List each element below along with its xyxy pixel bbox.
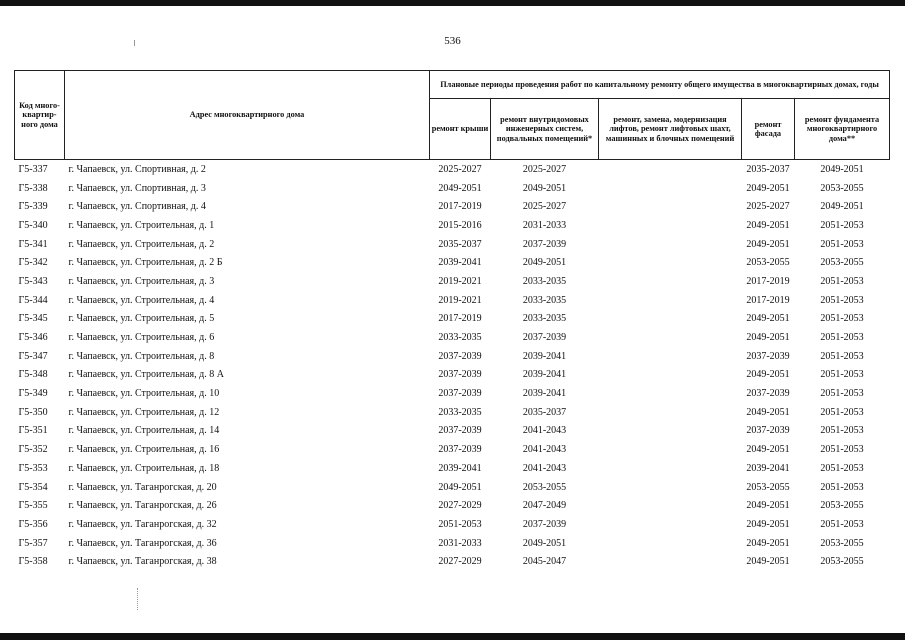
row-code: Г5-350 [18, 406, 48, 418]
row-elevators [599, 552, 742, 571]
row-roof: 2027-2029 [438, 556, 482, 568]
row-engineering: 2031-2033 [522, 219, 567, 231]
row-roof: 2037-2039 [438, 444, 482, 456]
row-foundation: 2053-2055 [820, 537, 864, 549]
row-address: г. Чапаевск, ул. Строительная, д. 18 [68, 462, 220, 474]
row-engineering: 2039-2041 [522, 388, 567, 400]
row-foundation: 2051-2053 [820, 388, 864, 400]
row-facade: 2025-2027 [746, 201, 790, 213]
row-code: Г5-354 [18, 481, 48, 493]
header-engineering: ремонт внутридомовых инженерных систем, подвальных помещений* [491, 99, 599, 160]
row-foundation: 2051-2053 [820, 462, 864, 474]
header-elevators: ремонт, замена, модернизация лифтов, ремонт лифтовых шахт, машинных и блочных помещений [599, 99, 742, 160]
row-engineering: 2033-2035 [522, 275, 567, 287]
row-address: г. Чапаевск, ул. Таганрогская, д. 38 [68, 556, 217, 568]
header-roof: ремонт крыши [430, 99, 491, 160]
row-facade: 2049-2051 [746, 219, 790, 231]
table-row [15, 197, 890, 216]
row-facade: 2049-2051 [746, 369, 790, 381]
row-engineering: 2035-2037 [522, 406, 567, 418]
row-code: Г5-348 [18, 369, 48, 381]
row-code: Г5-357 [18, 537, 48, 549]
row-code: Г5-349 [18, 388, 48, 400]
bottom-border [0, 633, 905, 640]
row-roof: 2019-2021 [438, 294, 482, 306]
row-address: г. Чапаевск, ул. Строительная, д. 6 [68, 332, 215, 344]
row-engineering: 2041-2043 [522, 462, 567, 474]
row-foundation: 2049-2051 [820, 201, 864, 213]
row-code: Г5-352 [18, 444, 48, 456]
row-engineering: 2025-2027 [522, 201, 567, 213]
table-row [15, 310, 890, 329]
row-roof: 2025-2027 [438, 163, 482, 175]
row-foundation: 2053-2055 [820, 257, 864, 269]
row-foundation: 2051-2053 [820, 238, 864, 250]
row-foundation: 2051-2053 [820, 294, 864, 306]
row-address: г. Чапаевск, ул. Строительная, д. 14 [68, 425, 220, 437]
row-facade: 2049-2051 [746, 238, 790, 250]
row-elevators [599, 291, 742, 310]
row-code: Г5-355 [18, 500, 48, 512]
row-elevators [599, 216, 742, 235]
row-facade: 2049-2051 [746, 332, 790, 344]
row-roof: 2037-2039 [438, 350, 482, 362]
row-address: г. Чапаевск, ул. Строительная, д. 12 [68, 406, 220, 418]
row-foundation: 2049-2051 [820, 163, 864, 175]
row-elevators [599, 197, 742, 216]
table-row [15, 347, 890, 366]
row-engineering: 2037-2039 [522, 238, 567, 250]
row-facade: 2053-2055 [746, 257, 790, 269]
table-row [15, 496, 890, 515]
table-row [15, 440, 890, 459]
row-facade: 2049-2051 [746, 518, 790, 530]
row-roof: 2027-2029 [438, 500, 482, 512]
row-elevators [599, 534, 742, 553]
row-engineering: 2049-2051 [522, 182, 567, 194]
row-address: г. Чапаевск, ул. Таганрогская, д. 20 [68, 481, 217, 493]
row-elevators [599, 496, 742, 515]
row-code: Г5-339 [18, 201, 48, 213]
row-address: г. Чапаевск, ул. Таганрогская, д. 32 [68, 518, 217, 530]
row-address: г. Чапаевск, ул. Строительная, д. 5 [68, 313, 215, 325]
capital-repair-table [14, 70, 890, 571]
table-row [15, 291, 890, 310]
row-address: г. Чапаевск, ул. Таганрогская, д. 26 [68, 500, 217, 512]
table-row [15, 253, 890, 272]
row-engineering: 2041-2043 [522, 444, 567, 456]
header-periods: Плановые периоды проведения работ по капитальному ремонту общего имущества в многоквартирных домах, годы [430, 71, 890, 99]
table-row [15, 534, 890, 553]
row-roof: 2033-2035 [438, 332, 482, 344]
row-roof: 2039-2041 [438, 257, 482, 269]
header-facade: ремонт фасада [742, 99, 795, 160]
row-address: г. Чапаевск, ул. Спортивная, д. 2 [68, 163, 206, 175]
row-engineering: 2047-2049 [522, 500, 567, 512]
row-engineering: 2049-2051 [522, 537, 567, 549]
row-foundation: 2051-2053 [820, 425, 864, 437]
row-address: г. Чапаевск, ул. Строительная, д. 8 [68, 350, 215, 362]
scan-speck [137, 588, 139, 610]
row-elevators [599, 403, 742, 422]
row-elevators [599, 253, 742, 272]
row-code: Г5-347 [18, 350, 48, 362]
row-elevators [599, 366, 742, 385]
row-code: Г5-356 [18, 518, 48, 530]
row-facade: 2049-2051 [746, 406, 790, 418]
row-roof: 2035-2037 [438, 238, 482, 250]
row-code: Г5-341 [18, 238, 48, 250]
row-roof: 2049-2051 [438, 182, 482, 194]
table-body [15, 160, 890, 572]
row-address: г. Чапаевск, ул. Строительная, д. 10 [68, 388, 220, 400]
table-row [15, 552, 890, 571]
row-elevators [599, 347, 742, 366]
row-elevators [599, 272, 742, 291]
table-row [15, 459, 890, 478]
row-code: Г5-351 [18, 425, 48, 437]
header-address: Адрес многоквартирного дома [65, 71, 430, 160]
scan-speck [134, 40, 135, 46]
row-engineering: 2033-2035 [522, 294, 567, 306]
row-foundation: 2053-2055 [820, 182, 864, 194]
table-row [15, 478, 890, 497]
row-roof: 2019-2021 [438, 275, 482, 287]
row-foundation: 2051-2053 [820, 275, 864, 287]
top-border [0, 0, 905, 6]
header-code: Код много-квартир-ного дома [15, 71, 65, 160]
row-engineering: 2045-2047 [522, 556, 567, 568]
row-roof: 2037-2039 [438, 425, 482, 437]
table-row [15, 422, 890, 441]
row-roof: 2037-2039 [438, 369, 482, 381]
row-foundation: 2053-2055 [820, 500, 864, 512]
row-engineering: 2049-2051 [522, 257, 567, 269]
row-address: г. Чапаевск, ул. Спортивная, д. 4 [68, 201, 206, 213]
row-address: г. Чапаевск, ул. Строительная, д. 3 [68, 275, 215, 287]
table-row [15, 366, 890, 385]
row-code: Г5-358 [18, 556, 48, 568]
row-foundation: 2051-2053 [820, 518, 864, 530]
row-elevators [599, 478, 742, 497]
row-code: Г5-343 [18, 275, 48, 287]
row-elevators [599, 235, 742, 254]
table-row [15, 328, 890, 347]
row-foundation: 2051-2053 [820, 406, 864, 418]
row-elevators [599, 310, 742, 329]
row-engineering: 2037-2039 [522, 332, 567, 344]
row-facade: 2049-2051 [746, 537, 790, 549]
row-roof: 2017-2019 [438, 313, 482, 325]
row-foundation: 2053-2055 [820, 556, 864, 568]
row-roof: 2049-2051 [438, 481, 482, 493]
row-engineering: 2041-2043 [522, 425, 567, 437]
row-elevators [599, 459, 742, 478]
header-foundation: ремонт фундамента многоквартирного дома** [795, 99, 890, 160]
row-roof: 2037-2039 [438, 388, 482, 400]
row-foundation: 2051-2053 [820, 481, 864, 493]
row-address: г. Чапаевск, ул. Строительная, д. 2 Б [68, 257, 223, 269]
row-roof: 2031-2033 [438, 537, 482, 549]
row-foundation: 2051-2053 [820, 444, 864, 456]
row-roof: 2017-2019 [438, 201, 482, 213]
row-code: Г5-342 [18, 257, 48, 269]
row-facade: 2037-2039 [746, 425, 790, 437]
row-facade: 2017-2019 [746, 275, 790, 287]
row-foundation: 2051-2053 [820, 350, 864, 362]
row-elevators [599, 422, 742, 441]
row-address: г. Чапаевск, ул. Строительная, д. 1 [68, 219, 215, 231]
table-row [15, 179, 890, 198]
row-facade: 2049-2051 [746, 313, 790, 325]
row-elevators [599, 515, 742, 534]
row-elevators [599, 440, 742, 459]
table-row [15, 384, 890, 403]
row-address: г. Чапаевск, ул. Строительная, д. 4 [68, 294, 215, 306]
table-row [15, 160, 890, 179]
row-facade: 2049-2051 [746, 556, 790, 568]
row-code: Г5-340 [18, 219, 48, 231]
row-roof: 2033-2035 [438, 406, 482, 418]
page-number: 536 [444, 35, 461, 47]
row-facade: 2039-2041 [746, 462, 790, 474]
table-row [15, 235, 890, 254]
row-foundation: 2051-2053 [820, 219, 864, 231]
row-address: г. Чапаевск, ул. Строительная, д. 16 [68, 444, 220, 456]
row-foundation: 2051-2053 [820, 369, 864, 381]
row-engineering: 2025-2027 [522, 163, 567, 175]
row-facade: 2053-2055 [746, 481, 790, 493]
row-address: г. Чапаевск, ул. Строительная, д. 8 А [68, 369, 224, 381]
row-facade: 2035-2037 [746, 163, 790, 175]
table-row [15, 515, 890, 534]
row-code: Г5-344 [18, 294, 48, 306]
row-elevators [599, 179, 742, 198]
row-facade: 2037-2039 [746, 350, 790, 362]
table-row [15, 403, 890, 422]
row-address: г. Чапаевск, ул. Таганрогская, д. 36 [68, 537, 217, 549]
row-address: г. Чапаевск, ул. Строительная, д. 2 [68, 238, 215, 250]
row-elevators [599, 160, 742, 179]
row-roof: 2015-2016 [438, 219, 482, 231]
row-engineering: 2033-2035 [522, 313, 567, 325]
table-row [15, 216, 890, 235]
row-code: Г5-345 [18, 313, 48, 325]
row-code: Г5-353 [18, 462, 48, 474]
table-row [15, 272, 890, 291]
row-engineering: 2037-2039 [522, 518, 567, 530]
row-roof: 2051-2053 [438, 518, 482, 530]
row-facade: 2049-2051 [746, 444, 790, 456]
row-engineering: 2053-2055 [522, 481, 567, 493]
row-elevators [599, 384, 742, 403]
row-facade: 2017-2019 [746, 294, 790, 306]
row-facade: 2037-2039 [746, 388, 790, 400]
row-code: Г5-346 [18, 332, 48, 344]
row-facade: 2049-2051 [746, 500, 790, 512]
row-facade: 2049-2051 [746, 182, 790, 194]
row-address: г. Чапаевск, ул. Спортивная, д. 3 [68, 182, 206, 194]
row-roof: 2039-2041 [438, 462, 482, 474]
row-engineering: 2039-2041 [522, 350, 567, 362]
row-foundation: 2051-2053 [820, 313, 864, 325]
row-code: Г5-337 [18, 163, 48, 175]
row-code: Г5-338 [18, 182, 48, 194]
row-elevators [599, 328, 742, 347]
row-foundation: 2051-2053 [820, 332, 864, 344]
row-engineering: 2039-2041 [522, 369, 567, 381]
